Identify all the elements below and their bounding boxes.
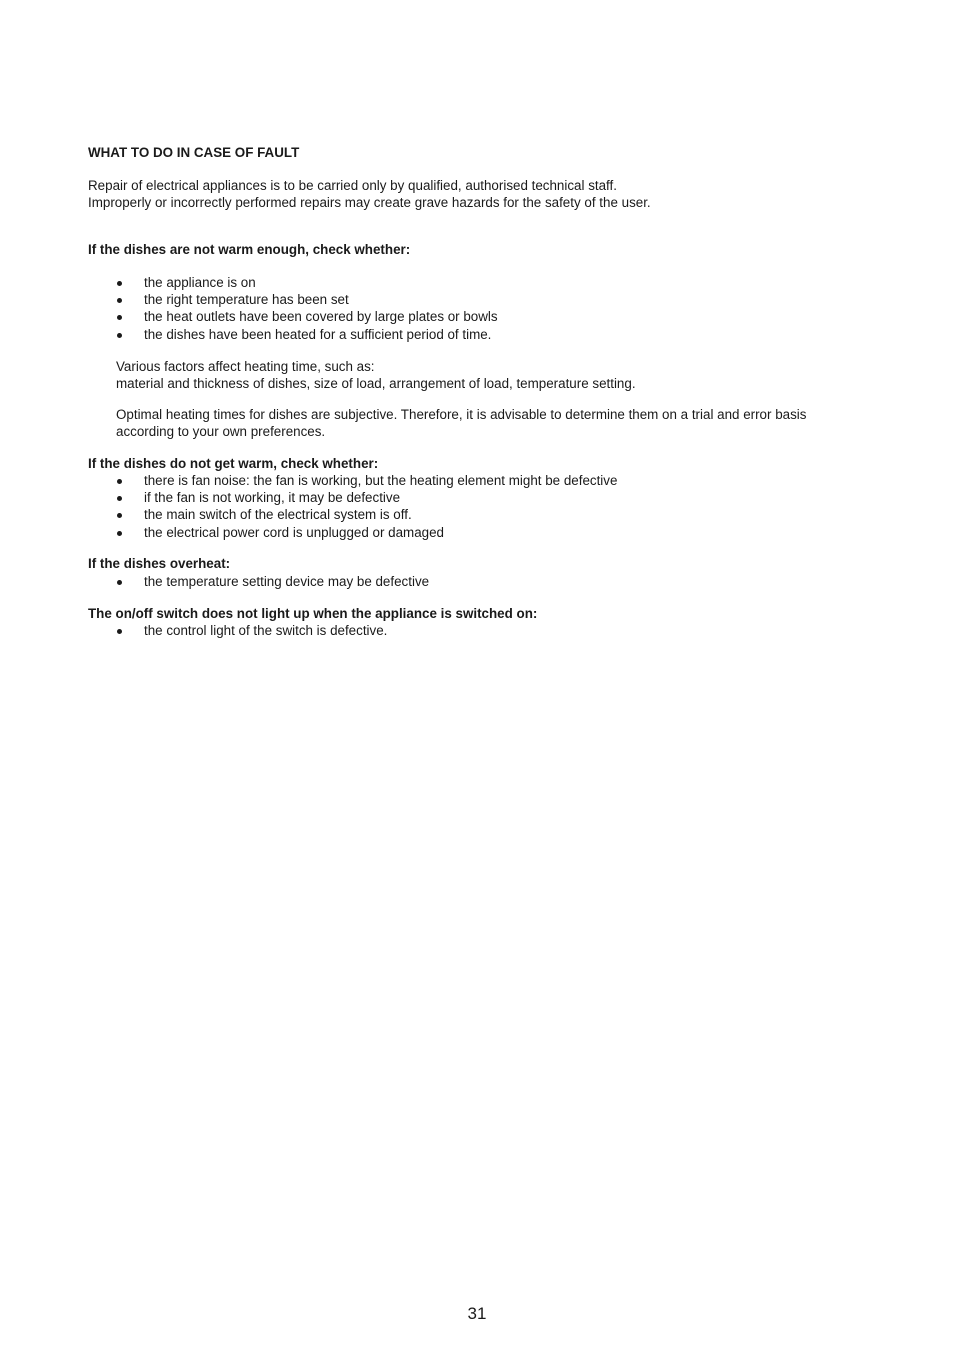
list-item xyxy=(116,326,876,343)
note-line: Various factors affect heating time, such as: xyxy=(116,359,375,374)
bullet-list-switch-light xyxy=(116,622,876,639)
list-item xyxy=(116,489,876,506)
bullet-icon xyxy=(117,315,122,320)
note-line: material and thickness of dishes, size of load, arrangement of load, temperature setting. xyxy=(116,375,636,391)
list-item xyxy=(116,506,876,523)
list-item xyxy=(116,291,876,308)
bullet-list-not-warm-enough xyxy=(116,274,876,343)
list-item xyxy=(116,524,876,541)
note-line: according to your own preferences. xyxy=(116,423,326,439)
bullet-icon xyxy=(117,479,122,484)
section-heading-not-warm-enough: If the dishes are not warm enough, check whether: xyxy=(88,242,411,257)
list-item-text: the main switch of the electrical system is off. xyxy=(144,507,412,523)
intro-paragraph xyxy=(88,178,878,211)
page-number: 31 xyxy=(467,1304,487,1323)
optimal-heating-note xyxy=(116,407,876,440)
list-item-text: there is fan noise: the fan is working, but the heating element might be defective xyxy=(144,473,618,488)
bullet-icon xyxy=(117,580,122,585)
list-item-text: the electrical power cord is unplugged or damaged xyxy=(144,524,444,540)
list-item xyxy=(116,622,876,639)
section-heading-switch-light: The on/off switch does not light up when the appliance is switched on: xyxy=(88,606,538,621)
bullet-icon xyxy=(117,496,122,501)
page-title: WHAT TO DO IN CASE OF FAULT xyxy=(88,145,300,160)
list-item xyxy=(116,573,876,590)
bullet-icon xyxy=(117,629,122,634)
list-item-text: the temperature setting device may be defective xyxy=(144,574,430,589)
section-heading-overheat: If the dishes overheat: xyxy=(88,556,231,571)
bullet-icon xyxy=(117,531,122,536)
section-heading-not-warm: If the dishes do not get warm, check whether: xyxy=(88,456,379,471)
bullet-icon xyxy=(117,333,122,338)
bullet-list-overheat xyxy=(116,573,876,590)
list-item-text: the heat outlets have been covered by large plates or bowls xyxy=(144,309,498,325)
list-item-text: the dishes have been heated for a sufficient period of time. xyxy=(144,326,492,342)
intro-line: Repair of electrical appliances is to be carried only by qualified, authorised technical staff. xyxy=(88,178,617,193)
bullet-list-not-warm xyxy=(116,472,876,541)
bullet-icon xyxy=(117,281,122,286)
note-line: Optimal heating times for dishes are subjective. Therefore, it is advisable to determine them on a trial and error basis xyxy=(116,407,807,422)
list-item xyxy=(116,472,876,489)
list-item xyxy=(116,274,876,291)
bullet-icon xyxy=(117,298,122,303)
list-item xyxy=(116,308,876,325)
list-item-text: the right temperature has been set xyxy=(144,292,349,308)
intro-line: Improperly or incorrectly performed repairs may create grave hazards for the safety of the user. xyxy=(88,194,651,210)
heating-factors-note xyxy=(116,359,876,392)
list-item-text: the control light of the switch is defective. xyxy=(144,623,388,638)
bullet-icon xyxy=(117,513,122,518)
list-item-text: if the fan is not working, it may be defective xyxy=(144,490,401,506)
list-item-text: the appliance is on xyxy=(144,275,256,290)
